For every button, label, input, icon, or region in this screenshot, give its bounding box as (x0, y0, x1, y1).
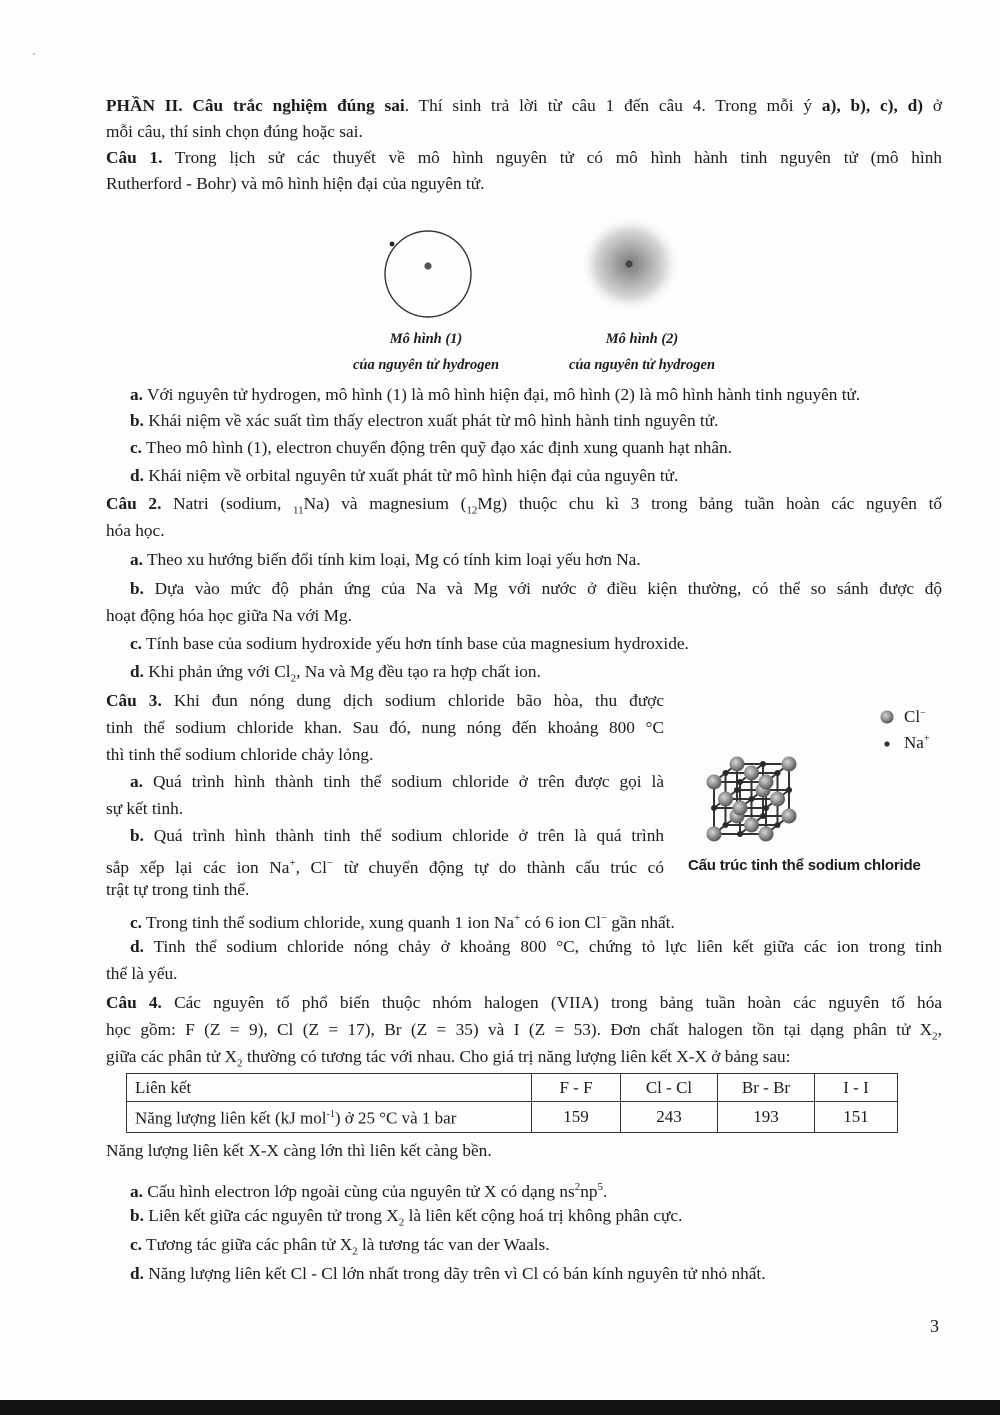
page-number: 3 (930, 1316, 939, 1336)
option-text: Trong tinh thể sodium chloride, xung quanh 1 ion Na (142, 912, 515, 932)
superscript: − (326, 857, 334, 869)
table-cell: 159 (532, 1102, 621, 1133)
option-text: là tương tác van der Waals. (357, 1235, 550, 1254)
option-key: a. (130, 772, 143, 791)
option-text: Cấu hình electron lớp ngoài cùng của nguyên tử X có dạng ns (142, 1181, 575, 1201)
question-1-text: Trong lịch sử các thuyết về mô hình nguyên tử có mô hình hành tinh nguyên tử (mô hình (162, 148, 942, 167)
question-4-option-b (130, 1204, 942, 1234)
table-cell: 151 (815, 1102, 898, 1133)
option-key: b. (130, 826, 144, 845)
table-row (127, 1102, 898, 1133)
atomic-number-mg: 12 (466, 504, 478, 517)
row-label-text: ) ở 25 °C và 1 bar (334, 1108, 457, 1128)
question-1-option-b (130, 409, 942, 433)
section-title: PHẦN II. Câu trắc nghiệm đúng sai (106, 96, 405, 115)
legend-cl (904, 707, 926, 727)
question-4-text: , (937, 1020, 942, 1039)
question-2-stem-line2: hóa học. (106, 521, 165, 540)
table-cell: 193 (718, 1102, 815, 1133)
answer-options: a), b), c), d) (821, 96, 923, 115)
scan-edge-bar (0, 1400, 1000, 1415)
question-3-label: Câu 3. (106, 691, 162, 710)
subscript: 2 (932, 1030, 938, 1043)
option-text: Liên kết giữa các nguyên tử trong X (143, 1206, 399, 1225)
cl-ion (707, 775, 722, 790)
na-ion (723, 770, 729, 776)
table-header-cell: Br - Br (718, 1074, 815, 1102)
scan-speck (33, 53, 35, 55)
cl-ion (770, 792, 785, 807)
table-header-cell: I - I (815, 1074, 898, 1102)
question-3-option-a-line2: sự kết tinh. (106, 799, 184, 818)
section-heading (106, 94, 942, 118)
option-key: c. (130, 1235, 142, 1254)
question-2-stem (106, 492, 942, 522)
question-3-option-b-line2 (106, 851, 664, 880)
cl-ion (782, 757, 797, 772)
legend-na (904, 733, 929, 753)
option-key: c. (130, 634, 142, 653)
option-key: c. (130, 438, 142, 457)
na-ion (760, 813, 766, 819)
subscript: 2 (237, 1057, 243, 1070)
question-4-stem-line2 (106, 1018, 942, 1048)
option-key: a. (130, 385, 143, 404)
option-text: gần nhất. (607, 912, 675, 932)
question-3-stem-line2: tinh thể sodium chloride khan. Sau đó, nung nóng đến khoảng 800 °C (106, 718, 664, 737)
option-key: b. (130, 579, 144, 598)
bohr-model-figure (376, 222, 480, 326)
option-key: b. (130, 411, 144, 430)
atomic-number-na: 11 (293, 504, 304, 517)
question-4-text: Các nguyên tố phổ biến thuộc nhóm halogen (VIIA) trong bảng tuần hoàn các nguyên tố hóa (161, 993, 943, 1012)
question-4-option-c (130, 1233, 942, 1263)
cl-ion (744, 818, 759, 833)
cl-ion (782, 809, 797, 824)
option-text: Quá trình hình thành tinh thể sodium chloride ở trên được gọi là (142, 772, 664, 791)
na-ion (786, 787, 792, 793)
figure-1-caption-line2: của nguyên tử hydrogen (352, 357, 500, 373)
question-4-text: học gồm: F (Z = 9), Cl (Z = 17), Br (Z = 35) và I (Z = 53). Đơn chất halogen tồn tại dạng phân tử X (106, 1020, 933, 1039)
question-2-option-b (130, 577, 942, 601)
superscript: − (920, 707, 926, 719)
option-key: d. (130, 937, 144, 956)
superscript: + (289, 857, 296, 869)
question-2-text: Na) và magnesium ( (303, 494, 467, 513)
nucleus (625, 260, 632, 267)
legend-na-label: Na (904, 733, 924, 752)
na-ion (737, 779, 743, 785)
question-3-option-a (130, 770, 664, 794)
question-2-text: Mg) thuộc chu kì 3 trong bảng tuần hoàn các nguyên tố (477, 494, 943, 513)
cl-ion-sphere (881, 711, 894, 724)
question-4-label: Câu 4. (106, 993, 162, 1012)
question-1-option-c (130, 436, 942, 460)
legend-cl-label: Cl (904, 707, 921, 726)
option-text: Tương tác giữa các phân tử X (142, 1235, 353, 1254)
option-key: b. (130, 1206, 144, 1225)
question-1-stem (106, 146, 942, 170)
option-text: Theo mô hình (1), electron chuyển động trên quỹ đạo xác định xung quanh hạt nhân. (142, 438, 732, 457)
na-ion-legend-icon (880, 737, 894, 751)
bond-energy-table (126, 1073, 898, 1133)
figure-2-caption-line2: của nguyên tử hydrogen (568, 357, 716, 373)
table-header-cell: F - F (532, 1074, 621, 1102)
na-ion (711, 805, 717, 811)
option-text: Khái niệm về xác suất tìm thấy electron xuất phát từ mô hình hành tinh nguyên tử. (143, 411, 719, 430)
option-key: d. (130, 466, 144, 485)
option-text: Dựa vào mức độ phản ứng của Na và Mg với nước ở điều kiện thường, có thể so sánh được độ (143, 579, 942, 598)
na-ion (734, 787, 740, 793)
question-4-stem-line3 (106, 1045, 942, 1075)
option-text: Khái niệm về orbital nguyên tử xuất phát từ mô hình hiện đại của nguyên tử. (143, 466, 679, 485)
superscript: − (600, 912, 608, 924)
question-4-option-a (130, 1175, 942, 1204)
na-ion (775, 822, 781, 828)
option-text: np (580, 1181, 598, 1201)
figure-1-caption-line1: Mô hình (1) (389, 331, 463, 347)
option-text: từ chuyển động tự do thành cấu trúc có (333, 857, 664, 877)
question-2-text: Natri (sodium, (161, 494, 293, 513)
option-text: có 6 ion Cl (520, 912, 601, 932)
nacl-crystal-figure (700, 684, 860, 844)
cl-ion (744, 766, 759, 781)
nacl-figure-caption: Cấu trúc tinh thể sodium chloride (688, 857, 921, 874)
option-text: Khi phản ứng với Cl (143, 662, 291, 681)
na-ion (760, 761, 766, 767)
na-ion (775, 770, 781, 776)
question-3-option-d (130, 935, 942, 959)
question-4-option-d (130, 1262, 942, 1286)
option-text: Năng lượng liên kết Cl - Cl lớn nhất trong dãy trên vì Cl có bán kính nguyên tử nhỏ nhất. (143, 1264, 766, 1283)
cl-ion (718, 792, 733, 807)
table-header-cell: Cl - Cl (621, 1074, 718, 1102)
electron-orbit (385, 231, 471, 317)
option-text: . (602, 1181, 608, 1201)
option-text: Theo xu hướng biến đổi tính kim loại, Mg có tính kim loại yếu hơn Na. (142, 550, 641, 569)
option-text: , Cl (295, 857, 327, 877)
table-row-label (127, 1102, 532, 1133)
question-2-label: Câu 2. (106, 494, 162, 513)
table-header-cell: Liên kết (127, 1074, 532, 1102)
na-ion (737, 831, 743, 837)
section-instructions: . Thí sinh trả lời từ câu 1 đến câu 4. Trong mỗi ý (404, 96, 822, 115)
option-text: Tính base của sodium hydroxide yếu hơn tính base của magnesium hydroxide. (142, 634, 689, 653)
option-key: a. (130, 550, 143, 569)
option-text: Quá trình hình thành tinh thể sodium chloride ở trên là quá trình (143, 826, 664, 845)
cl-ion-legend-icon (878, 707, 898, 727)
option-text: là liên kết cộng hoá trị không phân cực. (404, 1206, 683, 1225)
subscript: 2 (352, 1245, 358, 1258)
option-key: d. (130, 662, 144, 681)
section-instructions-end: ở (923, 96, 942, 115)
question-1-label: Câu 1. (106, 148, 163, 167)
option-key: d. (130, 1264, 144, 1283)
electron (390, 242, 395, 247)
question-4-note: Năng lượng liên kết X-X càng lớn thì liên kết càng bền. (106, 1141, 492, 1160)
question-2-option-c (130, 632, 942, 656)
cl-ion (759, 827, 774, 842)
na-ion (749, 796, 755, 802)
question-4-text: thường có tương tác với nhau. Cho giá trị năng lượng liên kết X-X ở bảng sau: (242, 1047, 791, 1066)
question-3-option-d-line2: thể là yếu. (106, 964, 178, 983)
option-text: , Na và Mg đều tạo ra hợp chất ion. (296, 662, 541, 681)
superscript: + (923, 733, 930, 745)
option-text: Tinh thể sodium chloride nóng chảy ở khoảng 800 °C, chứng tỏ lực liên kết giữa các ion trong tinh (143, 937, 942, 956)
option-text: Với nguyên tử hydrogen, mô hình (1) là mô hình hiện đại, mô hình (2) là mô hình hành tinh nguyên tử. (142, 385, 861, 404)
cl-ion (733, 801, 748, 816)
figure-2-caption-line1: Mô hình (2) (605, 331, 679, 347)
question-3-stem (106, 689, 664, 713)
question-1-stem-line2: Rutherford - Bohr) và mô hình hiện đại của nguyên tử. (106, 174, 485, 193)
question-3-stem-line3: thì tinh thể sodium chloride chảy lỏng. (106, 745, 374, 764)
na-ion (723, 822, 729, 828)
table-header-row (127, 1074, 898, 1102)
option-text: sắp xếp lại các ion Na (106, 857, 290, 877)
question-3-option-b (130, 824, 664, 848)
row-label-text: Năng lượng liên kết (kJ mol (135, 1108, 327, 1128)
superscript: 2 (574, 1181, 581, 1193)
option-key: c. (130, 912, 142, 932)
cl-ion (707, 827, 722, 842)
section-instructions-line2: mỗi câu, thí sinh chọn đúng hoặc sai. (106, 122, 363, 141)
na-ion (763, 805, 769, 811)
question-3-text: Khi đun nóng dung dịch sodium chloride bão hòa, thu được (161, 691, 664, 710)
option-key: a. (130, 1181, 143, 1201)
subscript: 2 (290, 672, 297, 685)
na-ion-dot (884, 741, 889, 746)
question-2-option-a (130, 548, 942, 572)
electron-cloud-figure (576, 214, 684, 318)
question-4-stem (106, 991, 942, 1015)
cl-ion (730, 757, 745, 772)
question-2-option-b-line2: hoạt động hóa học giữa Na với Mg. (106, 606, 352, 625)
question-3-option-c (130, 906, 942, 935)
cl-ion (759, 775, 774, 790)
superscript: + (514, 912, 521, 924)
superscript: 5 (597, 1181, 603, 1193)
superscript: -1 (326, 1109, 335, 1120)
question-1-option-d (130, 464, 942, 488)
question-4-text: giữa các phân tử X (106, 1047, 238, 1066)
table-cell: 243 (621, 1102, 718, 1133)
question-1-option-a (130, 383, 942, 407)
nucleus (424, 262, 431, 269)
question-3-option-b-line3: trật tự trong tinh thể. (106, 880, 250, 899)
subscript: 2 (398, 1216, 405, 1229)
